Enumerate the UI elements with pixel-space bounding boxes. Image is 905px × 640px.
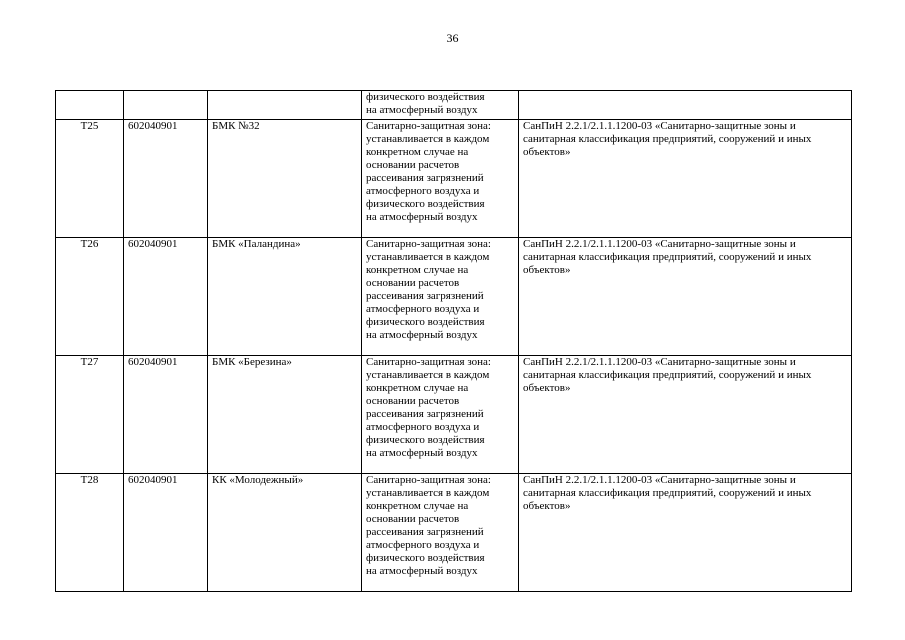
code-cell: Т27 <box>56 356 124 474</box>
code-cell: Т25 <box>56 120 124 238</box>
regulation-cell: СанПиН 2.2.1/2.1.1.1200-03 «Санитарно-защитные зоны и санитарная классификация предприятий, сооружений и иных объектов» <box>519 238 852 356</box>
table-row <box>56 356 852 474</box>
table-row <box>56 474 852 592</box>
code-cell: Т26 <box>56 238 124 356</box>
zone-cell: физического воздействия на атмосферный воздух <box>362 91 519 120</box>
table-row <box>56 238 852 356</box>
number-cell: 602040901 <box>124 474 208 592</box>
number-cell: 602040901 <box>124 356 208 474</box>
regulation-cell: СанПиН 2.2.1/2.1.1.1200-03 «Санитарно-защитные зоны и санитарная классификация предприятий, сооружений и иных объектов» <box>519 120 852 238</box>
number-cell: 602040901 <box>124 120 208 238</box>
object-cell: БМК «Березина» <box>208 356 362 474</box>
page-number: 36 <box>446 31 459 45</box>
code-cell: Т28 <box>56 474 124 592</box>
regulation-cell: СанПиН 2.2.1/2.1.1.1200-03 «Санитарно-защитные зоны и санитарная классификация предприятий, сооружений и иных объектов» <box>519 356 852 474</box>
object-cell <box>208 91 362 120</box>
zones-table <box>55 90 852 592</box>
regulation-cell <box>519 91 852 120</box>
zone-cell: Санитарно-защитная зона: устанавливается в каждом конкретном случае на основании расчетов рассеивания загрязнений атмосферного воздуха и физического воздействия на атмосферный воздух <box>362 356 519 474</box>
number-cell: 602040901 <box>124 238 208 356</box>
object-cell: БМК «Паландина» <box>208 238 362 356</box>
zone-cell: Санитарно-защитная зона: устанавливается в каждом конкретном случае на основании расчетов рассеивания загрязнений атмосферного воздуха и физического воздействия на атмосферный воздух <box>362 474 519 592</box>
object-cell: БМК №32 <box>208 120 362 238</box>
zone-cell: Санитарно-защитная зона: устанавливается в каждом конкретном случае на основании расчетов рассеивания загрязнений атмосферного воздуха и физического воздействия на атмосферный воздух <box>362 120 519 238</box>
zone-cell: Санитарно-защитная зона: устанавливается в каждом конкретном случае на основании расчетов рассеивания загрязнений атмосферного воздуха и физического воздействия на атмосферный воздух <box>362 238 519 356</box>
object-cell: КК «Молодежный» <box>208 474 362 592</box>
code-cell <box>56 91 124 120</box>
regulation-cell: СанПиН 2.2.1/2.1.1.1200-03 «Санитарно-защитные зоны и санитарная классификация предприятий, сооружений и иных объектов» <box>519 474 852 592</box>
number-cell <box>124 91 208 120</box>
continuation-row <box>56 91 852 120</box>
table-row <box>56 120 852 238</box>
